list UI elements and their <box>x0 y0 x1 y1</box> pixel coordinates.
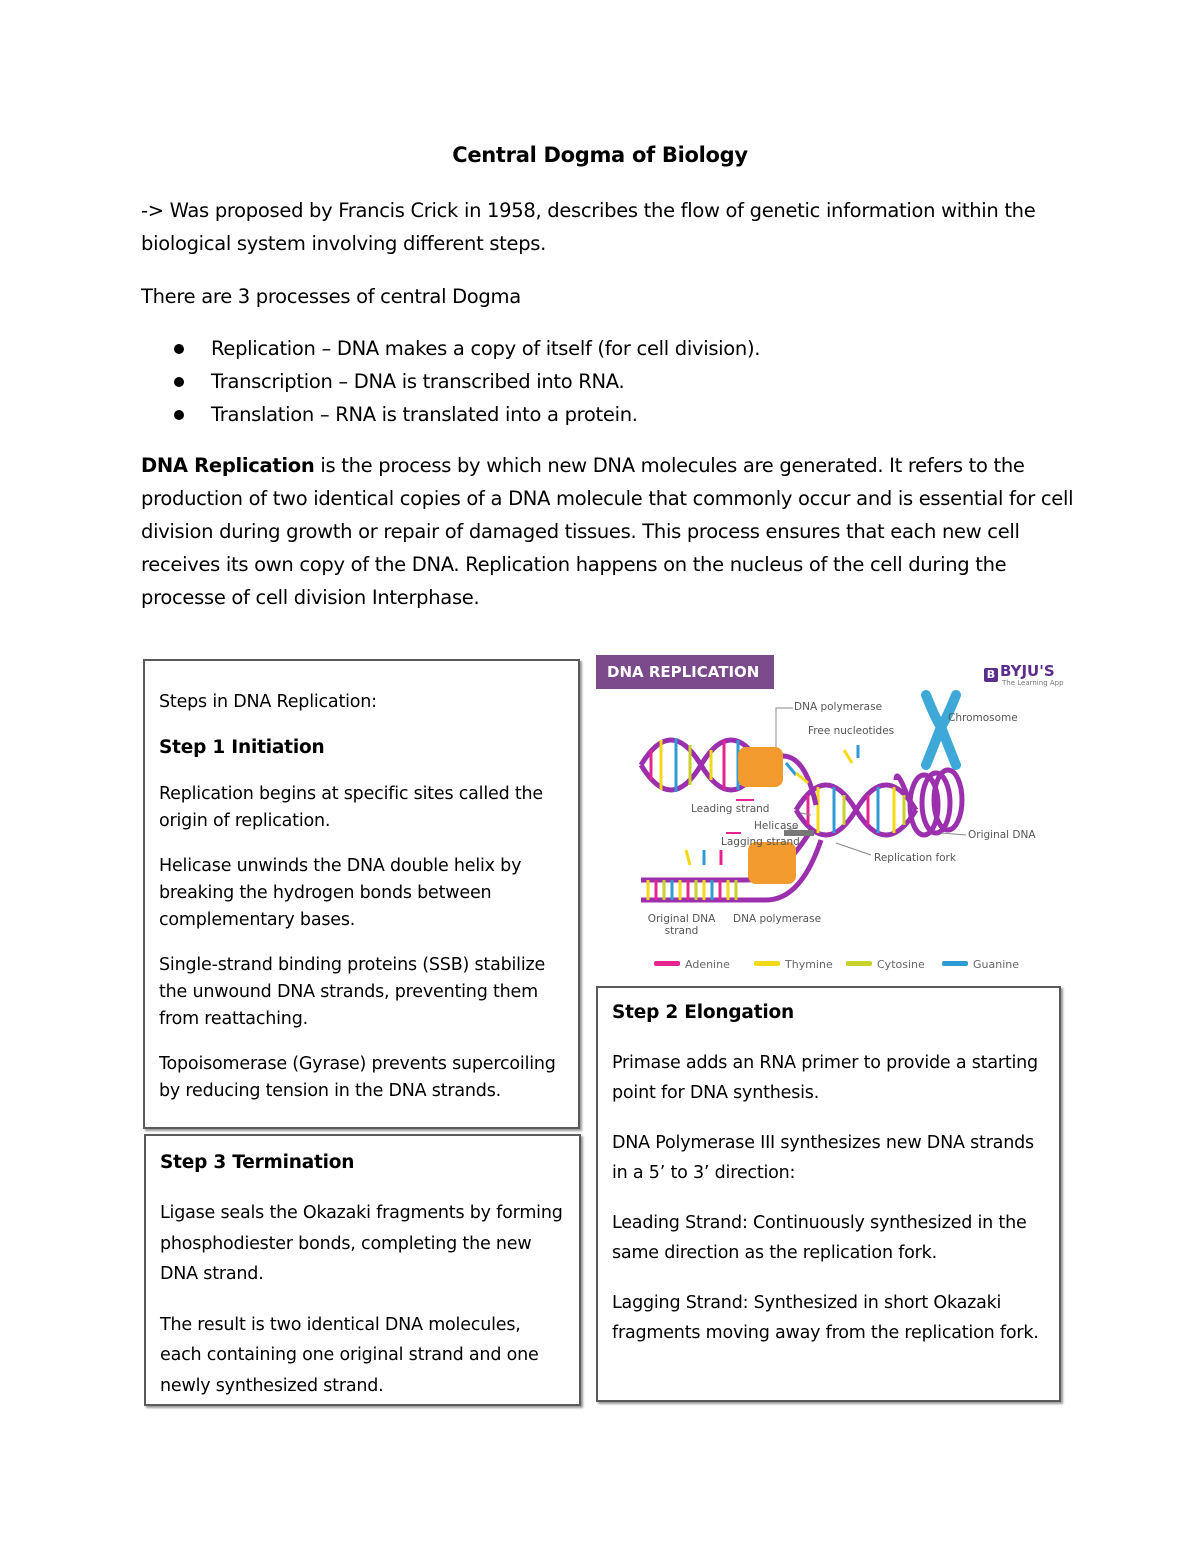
step3-heading: Step 3 Termination <box>160 1152 355 1173</box>
upper-daughter-helix <box>641 738 816 805</box>
page-title: Central Dogma of Biology <box>452 143 748 167</box>
bullet-icon <box>174 344 184 354</box>
bullet-icon <box>174 410 184 420</box>
label-dna-polymerase-top: DNA polymerase <box>794 701 883 713</box>
list-item: Replication – DNA makes a copy of itself (for cell division). <box>141 332 1041 365</box>
label-helicase: Helicase <box>754 820 799 832</box>
step3-paragraph: The result is two identical DNA molecules, each containing one original strand and one newly synthesized strand. <box>160 1314 539 1396</box>
step2-heading: Step 2 Elongation <box>612 1002 794 1023</box>
brand-logo: B BYJU'S The Learning App <box>984 662 1055 682</box>
adenine-swatch-icon <box>654 961 680 966</box>
replication-term: DNA Replication <box>141 454 315 477</box>
step2-paragraph: Leading Strand: Continuously synthesized in the same direction as the replication fork. <box>612 1213 1027 1263</box>
dna-diagram <box>596 655 1065 955</box>
list-item: Translation – RNA is translated into a protein. <box>141 398 1041 431</box>
processes-list <box>141 332 1041 431</box>
guanine-swatch-icon <box>942 961 968 966</box>
cytosine-swatch-icon <box>846 961 872 966</box>
dna-polymerase-bottom-icon <box>748 842 796 884</box>
intro-paragraph: -> Was proposed by Francis Crick in 1958, describes the flow of genetic information within the biological system involving different steps. <box>141 199 1036 255</box>
legend-thymine: Thymine <box>754 958 833 971</box>
figure-header: DNA REPLICATION <box>596 655 774 689</box>
step1-heading: Step 1 Initiation <box>159 737 325 758</box>
step1-paragraph: Replication begins at specific sites called the origin of replication. <box>159 784 543 831</box>
replication-paragraph: DNA Replication is the process by which new DNA molecules are generated. It refers to the production of two identical copies of a DNA molecule that commonly occur and is essential for cell division during growth or repair of damaged tissues. This process ensures that each new cell receives its own copy of the DNA. Replication happens on the nucleus of the cell during the processe of cell division Interphase. <box>141 454 1074 609</box>
step3-box <box>144 1134 581 1406</box>
label-replication-fork: Replication fork <box>874 852 956 864</box>
label-original-dna-strand: Original DNA strand <box>647 913 716 937</box>
label-lagging-strand: Lagging strand <box>721 836 800 848</box>
legend-cytosine: Cytosine <box>846 958 925 971</box>
label-dna-polymerase-bottom: DNA polymerase <box>733 913 822 925</box>
label-free-nucleotides: Free nucleotides <box>808 725 895 737</box>
step2-paragraph: DNA Polymerase III synthesizes new DNA strands in a 5’ to 3’ direction: <box>612 1133 1034 1183</box>
steps-intro: Steps in DNA Replication: <box>159 692 377 712</box>
processes-heading: There are 3 processes of central Dogma <box>141 285 521 308</box>
list-item: Transcription – DNA is transcribed into RNA. <box>141 365 1041 398</box>
label-chromosome: Chromosome <box>948 712 1018 724</box>
step1-paragraph: Single-strand binding proteins (SSB) stabilize the unwound DNA strands, preventing them from reattaching. <box>159 955 546 1029</box>
bullet-icon <box>174 377 184 387</box>
legend-guanine: Guanine <box>942 958 1019 971</box>
step2-paragraph: Lagging Strand: Synthesized in short Okazaki fragments moving away from the replication fork. <box>612 1293 1039 1343</box>
legend-adenine: Adenine <box>654 958 730 971</box>
chromosome-icon <box>926 695 956 765</box>
dna-replication-figure <box>596 655 1065 977</box>
step1-paragraph: Helicase unwinds the DNA double helix by breaking the hydrogen bonds between complementary bases. <box>159 856 522 930</box>
step1-box <box>143 659 580 1129</box>
label-original-dna: Original DNA <box>968 829 1036 841</box>
step3-paragraph: Ligase seals the Okazaki fragments by forming phosphodiester bonds, completing the new DNA strand. <box>160 1203 563 1284</box>
step1-paragraph: Topoisomerase (Gyrase) prevents supercoiling by reducing tension in the DNA strands. <box>159 1054 556 1101</box>
label-leading-strand: Leading strand <box>691 803 770 815</box>
step2-paragraph: Primase adds an RNA primer to provide a starting point for DNA synthesis. <box>612 1053 1038 1103</box>
step2-box <box>596 986 1061 1402</box>
brand-icon: B <box>984 668 998 682</box>
dna-polymerase-top-icon <box>738 747 783 787</box>
thymine-swatch-icon <box>754 961 780 966</box>
